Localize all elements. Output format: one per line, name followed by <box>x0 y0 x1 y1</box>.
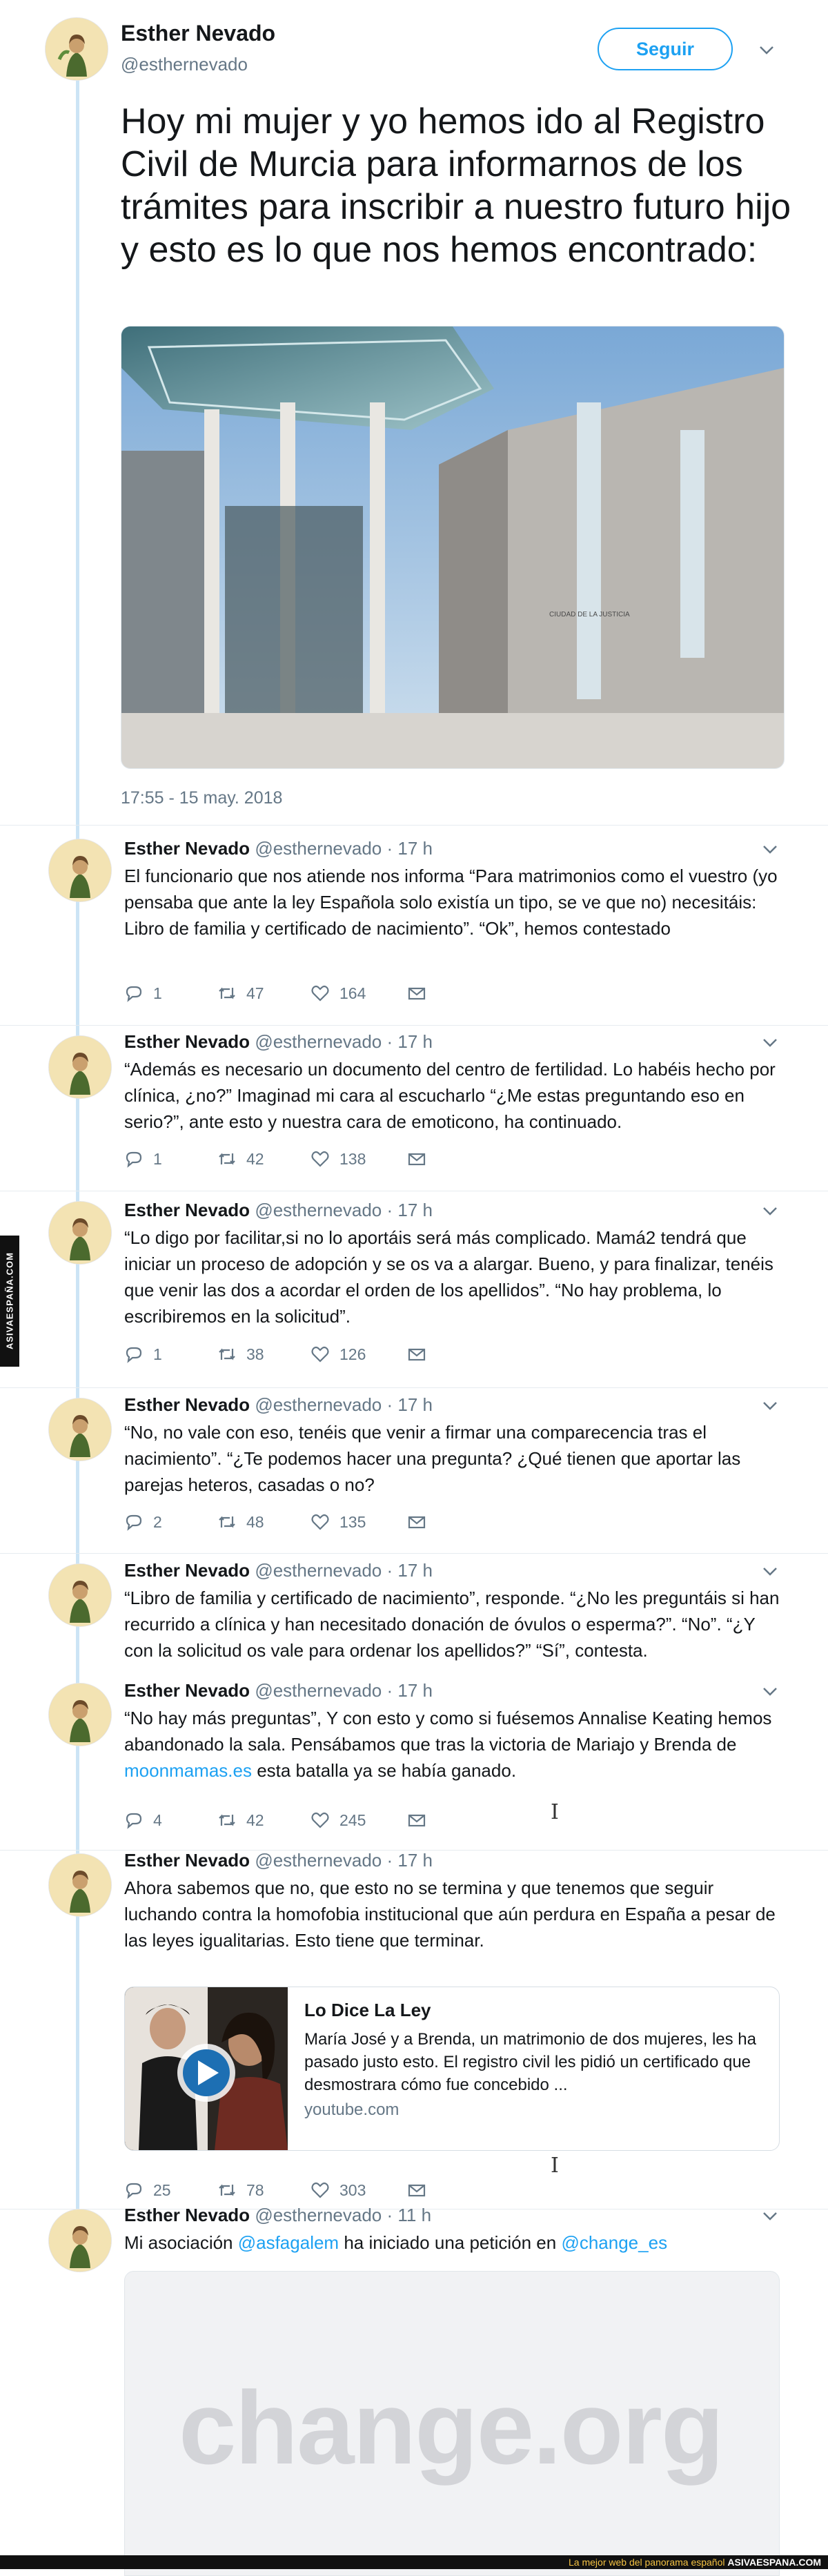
chevron-down-icon[interactable] <box>762 845 778 855</box>
author-name[interactable]: Esther Nevado <box>121 21 276 46</box>
tweet-text: Hoy mi mujer y yo hemos ido al Registro Civil de Murcia para informarnos de los trámites para inscribir a nuestro futuro hijo y esto es lo que nos hemos encontrado: <box>121 101 791 270</box>
chevron-down-icon[interactable] <box>759 46 774 55</box>
like-button[interactable] <box>310 984 407 1003</box>
reply-count: 1 <box>153 1345 162 1363</box>
retweet-button[interactable] <box>217 1345 310 1364</box>
retweet-icon <box>217 1512 237 1532</box>
reply-author-name[interactable]: Esther Nevado <box>124 1560 250 1581</box>
direct-message-icon <box>407 1345 426 1364</box>
chevron-down-icon[interactable] <box>762 1567 778 1577</box>
reply-icon <box>124 1811 144 1830</box>
direct-message-button[interactable] <box>407 1512 426 1532</box>
avatar[interactable] <box>48 1853 112 1917</box>
retweet-icon <box>217 2180 237 2200</box>
reply-count: 1 <box>153 984 162 1002</box>
reply-author-handle[interactable]: @esthernevado · 17 h <box>255 1680 433 1701</box>
like-button[interactable] <box>310 1345 407 1364</box>
moonmamas-link[interactable]: moonmamas.es <box>124 1760 252 1781</box>
like-count: 126 <box>339 1345 366 1363</box>
direct-message-icon <box>407 1512 426 1532</box>
card-title[interactable]: Lo Dice La Ley <box>304 2000 431 2020</box>
like-icon <box>310 1345 330 1364</box>
like-icon <box>310 984 330 1003</box>
tweet-actions <box>124 1510 426 1534</box>
avatar[interactable] <box>48 1683 112 1746</box>
like-button[interactable] <box>310 1149 407 1169</box>
reply-icon <box>124 984 144 1003</box>
author-handle[interactable]: @esthernevado <box>121 54 248 75</box>
reply-button[interactable] <box>124 1345 217 1364</box>
retweet-count: 48 <box>246 1512 264 1531</box>
reply-text: El funcionario que nos atiende nos informa “Para matrimonios como el vuestro (yo pensaba que ante la ley Española solo existía un tipo, se ve que no) necesitáis: Libro de familia y certificado de nacimiento”. “Ok”, hemos contestado <box>124 866 778 939</box>
reply-header <box>124 1680 433 1701</box>
footer-site[interactable]: ASIVAESPANA.COM <box>727 2557 821 2568</box>
like-count: 138 <box>339 1149 366 1168</box>
retweet-icon <box>217 1345 237 1364</box>
reply-author-name[interactable]: Esther Nevado <box>124 1394 250 1415</box>
retweet-button[interactable] <box>217 1811 310 1830</box>
retweet-button[interactable] <box>217 984 310 1003</box>
chevron-down-icon[interactable] <box>762 1687 778 1697</box>
divider <box>0 825 828 826</box>
avatar[interactable] <box>48 1201 112 1265</box>
reply-text-part: “No hay más preguntas”, Y con esto y como si fuésemos Annalise Keating hemos abandonado la sala. Pensábamos que tras la victoria de Mariajo y Brenda de <box>124 1708 772 1755</box>
reply-text: “Además es necesario un documento del centro de fertilidad. Lo habéis hecho por clínica, ¿no?” Imaginad mi cara al escucharlo “¿Me estas preguntando eso en serio?”, ante esto y nuestra cara de emoticono, ha continuado. <box>124 1059 776 1132</box>
change-org-logo: change.org <box>179 2370 723 2486</box>
tweet-actions <box>124 982 426 1005</box>
like-button[interactable] <box>310 1811 407 1830</box>
tweet-photo[interactable] <box>121 326 785 769</box>
text-cursor-icon: I <box>551 1800 559 1824</box>
reply-text: “Libro de familia y certificado de nacimiento”, responde. “¿No les preguntáis si han recurrido a clínica y han necesitado donación de óvulos o esperma?”. “No”. “¿Y con la solicitud os vale para ordenar los apellidos?” “Sí”, contesta. <box>124 1588 780 1661</box>
reply-author-handle[interactable]: @esthernevado · 17 h <box>255 1031 433 1052</box>
tweet-timestamp[interactable]: 17:55 - 15 may. 2018 <box>121 788 283 808</box>
reply-icon <box>124 2180 144 2200</box>
footer-tagline: La mejor web del panorama español <box>569 2557 725 2568</box>
reply-author-name[interactable]: Esther Nevado <box>124 2205 250 2225</box>
chevron-down-icon[interactable] <box>762 1401 778 1411</box>
text-cursor-icon: I <box>551 2154 559 2178</box>
retweet-count: 47 <box>246 984 264 1002</box>
reply-button[interactable] <box>124 1811 217 1830</box>
reply-text: Ahora sabemos que no, que esto no se termina y que tenemos que seguir luchando contra la homofobia institucional que aún perdura en España a pesar de las leyes igualitarias. Esto tiene que terminar. <box>124 1877 776 1951</box>
reply-text-part: esta batalla ya se había ganado. <box>251 1760 517 1781</box>
like-count: 245 <box>339 1811 366 1829</box>
reply-author-name[interactable]: Esther Nevado <box>124 1031 250 1052</box>
reply-count: 25 <box>153 2180 171 2199</box>
direct-message-button[interactable] <box>407 1345 426 1364</box>
avatar[interactable] <box>48 2209 112 2272</box>
reply-author-handle[interactable]: @esthernevado · 17 h <box>255 838 433 859</box>
like-icon <box>310 1512 330 1532</box>
retweet-count: 42 <box>246 1149 264 1168</box>
reply-header <box>124 1031 433 1053</box>
change-es-link[interactable]: @change_es <box>561 2232 668 2253</box>
direct-message-button[interactable] <box>407 1149 426 1169</box>
chevron-down-icon[interactable] <box>762 1038 778 1048</box>
tweet-actions <box>124 1147 426 1171</box>
like-count: 303 <box>339 2180 366 2199</box>
chevron-down-icon[interactable] <box>762 1207 778 1216</box>
direct-message-button[interactable] <box>407 1811 426 1830</box>
tweet-actions <box>124 1343 426 1366</box>
like-button[interactable] <box>310 2180 407 2200</box>
tweet-actions <box>124 1808 426 1832</box>
reply-count: 4 <box>153 1811 162 1829</box>
reply-header <box>124 2205 431 2226</box>
reply-author-handle[interactable]: @esthernevado · 17 h <box>255 1560 433 1581</box>
asfagalem-link[interactable]: @asfagalem <box>237 2232 339 2253</box>
avatar[interactable] <box>45 17 108 81</box>
reply-author-name[interactable]: Esther Nevado <box>124 1200 250 1220</box>
reply-icon <box>124 1512 144 1532</box>
reply-header <box>124 1850 433 1871</box>
reply-text: “No, no vale con eso, tenéis que venir a firmar una comparecencia tras el nacimiento”. “¿Te podemos hacer una pregunta? ¿Qué tienen que aportar las parejas heteros, casadas o no? <box>124 1422 741 1495</box>
reply-count: 2 <box>153 1512 162 1531</box>
retweet-icon <box>217 984 237 1003</box>
reply-count: 1 <box>153 1149 162 1168</box>
avatar[interactable] <box>48 1563 112 1627</box>
divider <box>0 1553 828 1554</box>
direct-message-icon <box>407 2180 426 2200</box>
avatar[interactable] <box>48 1035 112 1099</box>
retweet-button[interactable] <box>217 2180 310 2200</box>
reply-text-part: Mi asociación <box>124 2232 238 2253</box>
footer-bar <box>0 2555 828 2569</box>
reply-text <box>124 2229 780 2256</box>
divider <box>0 1025 828 1026</box>
retweet-button[interactable] <box>217 1512 310 1532</box>
reply-icon <box>124 1345 144 1364</box>
tweet-actions <box>124 2178 426 2202</box>
retweet-count: 42 <box>246 1811 264 1829</box>
follow-button[interactable]: Seguir <box>598 28 733 70</box>
retweet-icon <box>217 1811 237 1830</box>
like-count: 135 <box>339 1512 366 1531</box>
reply-header <box>124 1200 433 1221</box>
side-watermark: ASIVAESPAÑA.COM <box>0 1236 19 1367</box>
reply-button[interactable] <box>124 1512 217 1532</box>
reply-header <box>124 1394 433 1416</box>
reply-header <box>124 838 433 859</box>
reply-button[interactable] <box>124 1149 217 1169</box>
reply-author-handle[interactable]: @esthernevado · 17 h <box>255 1394 433 1415</box>
like-count: 164 <box>339 984 366 1002</box>
reply-author-name[interactable]: Esther Nevado <box>124 1680 250 1701</box>
reply-text <box>124 1705 780 1784</box>
reply-icon <box>124 1149 144 1169</box>
reply-author-handle[interactable]: @esthernevado · 17 h <box>255 1850 433 1871</box>
direct-message-icon <box>407 984 426 1003</box>
reply-button[interactable] <box>124 2180 217 2200</box>
divider <box>0 1387 828 1388</box>
avatar[interactable] <box>48 1398 112 1461</box>
like-icon <box>310 1811 330 1830</box>
reply-button[interactable] <box>124 984 217 1003</box>
direct-message-button[interactable] <box>407 2180 426 2200</box>
like-button[interactable] <box>310 1512 407 1532</box>
retweet-icon <box>217 1149 237 1169</box>
retweet-count: 38 <box>246 1345 264 1363</box>
retweet-count: 78 <box>246 2180 264 2199</box>
link-preview-card[interactable] <box>124 1987 780 2151</box>
avatar[interactable] <box>48 839 112 902</box>
like-icon <box>310 2180 330 2200</box>
reply-author-handle[interactable]: @esthernevado · 17 h <box>255 1200 433 1220</box>
card-description: María José y a Brenda, un matrimonio de dos mujeres, les ha pasado justo esto. El registro civil les pidió un certificado que desmostrara cómo fue concebido ... <box>304 2030 756 2094</box>
photo-sign: CIUDAD DE LA JUSTICIA <box>549 611 630 618</box>
petition-card[interactable] <box>124 2271 780 2576</box>
reply-text: “Lo digo por facilitar,si no lo aportáis será más complicado. Mamá2 tendrá que iniciar un proceso de adopción y se os va a alargar. Bueno, y para finalizar, tenéis que venir las dos a acordar el orden de los apellidos”. “No hay problema, lo escribiremos en la solicitud”. <box>124 1227 773 1327</box>
reply-header <box>124 1560 433 1581</box>
reply-author-handle[interactable]: @esthernevado · 11 h <box>255 2205 432 2225</box>
reply-author-name[interactable]: Esther Nevado <box>124 1850 250 1871</box>
video-thumbnail[interactable] <box>125 1987 288 2150</box>
direct-message-button[interactable] <box>407 984 426 1003</box>
reply-text-part: ha iniciado una petición en <box>339 2232 562 2253</box>
retweet-button[interactable] <box>217 1149 310 1169</box>
chevron-down-icon[interactable] <box>762 2212 778 2221</box>
direct-message-icon <box>407 1811 426 1830</box>
like-icon <box>310 1149 330 1169</box>
direct-message-icon <box>407 1149 426 1169</box>
card-domain: youtube.com <box>304 2100 400 2119</box>
reply-author-name[interactable]: Esther Nevado <box>124 838 250 859</box>
